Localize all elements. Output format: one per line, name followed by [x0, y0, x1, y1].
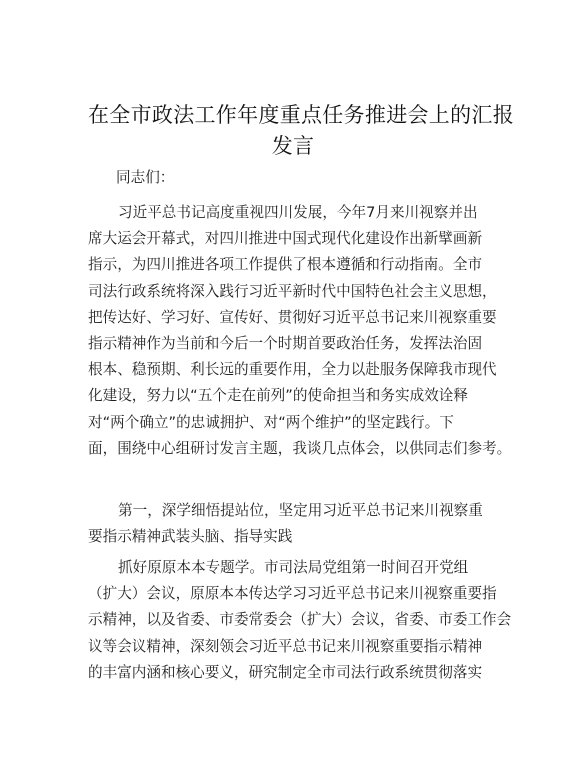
paragraph-1 [88, 200, 512, 462]
paragraph-2 [88, 555, 512, 686]
paragraph-line: 指示，为四川推进各项工作提供了根本遵循和行动指南。全市 [88, 256, 483, 274]
paragraph-line: （扩大）会议，原原本本传达学习习近平总书记来川视察重要指 [88, 585, 497, 603]
paragraph-line: 席大运会开幕式，对四川推进中国式现代化建设作出新擘画新 [88, 230, 483, 248]
document-title [88, 100, 514, 162]
section-1-heading [88, 498, 508, 550]
paragraph-line: 面，围绕中心组研讨发言主题，我谈几点体会，以供同志们参考。 [88, 439, 512, 457]
title-line-1: 在全市政法工作年度重点任务推进会上的汇报 [88, 103, 514, 127]
section-heading-line: 要指示精神武装头脑、指导实践 [88, 528, 293, 546]
paragraph-line: 根本、稳预期、利长远的重要作用，全力以赴服务保障我市现代 [88, 361, 497, 379]
salutation: 同志们： [116, 169, 175, 186]
paragraph-line: 的丰富内涵和核心要义，研究制定全市司法行政系统贯彻落实 [88, 663, 483, 681]
paragraph-line: 示精神，以及省委、市委常委会（扩大）会议，省委、市委工作会 [88, 611, 512, 629]
paragraph-line: 抓好原原本本专题学。市司法局党组第一时间召开党组 [118, 559, 469, 576]
paragraph-line: 对“两个确立”的忠诚拥护、对“两个维护”的坚定践行。下 [88, 413, 454, 431]
section-heading-line: 第一，深学细悟提站位，坚定用习近平总书记来川视察重 [118, 502, 483, 519]
paragraph-line: 指示精神作为当前和今后一个时期首要政治任务，发挥法治固 [88, 335, 483, 353]
paragraph-line: 习近平总书记高度重视四川发展，今年7月来川视察并出 [118, 204, 478, 221]
paragraph-line: 议等会议精神，深刻领会习近平总书记来川视察重要指示精神 [88, 637, 483, 655]
paragraph-line: 化建设，努力以“五个走在前列”的使命担当和务实成效诠释 [88, 387, 468, 405]
paragraph-line: 司法行政系统将深入践行习近平新时代中国特色社会主义思想， [88, 282, 497, 300]
paragraph-line: 把传达好、学习好、宣传好、贯彻好习近平总书记来川视察重要 [88, 308, 497, 326]
title-line-2: 发言 [271, 134, 315, 158]
